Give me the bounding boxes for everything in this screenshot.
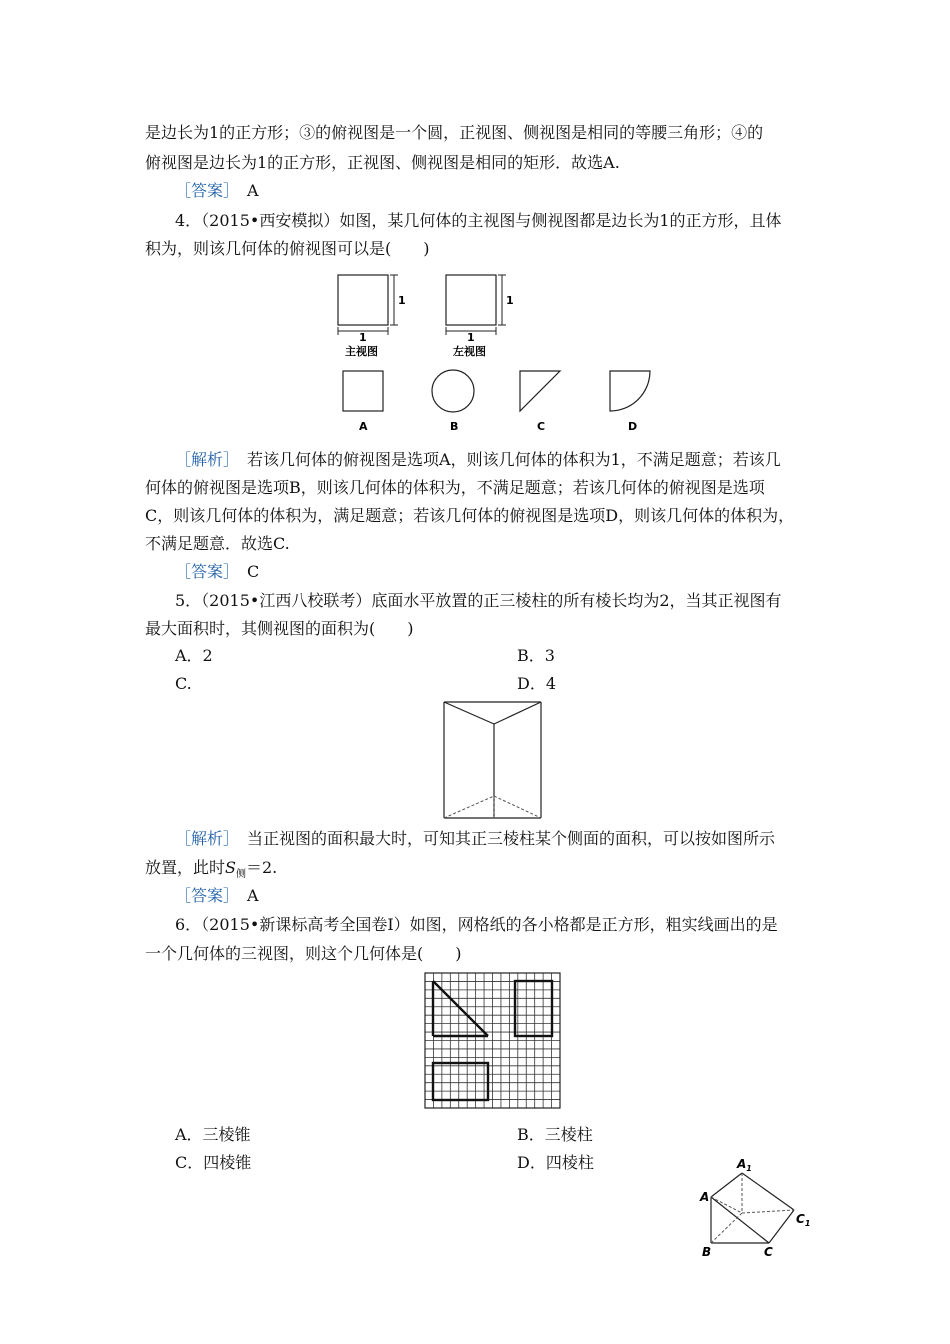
main-dim-horizontal-label: 1 <box>359 331 367 344</box>
q4-line-2: 积为，则该几何体的俯视图可以是( ) <box>145 239 430 258</box>
label-c1: $C_1$ <box>796 1212 811 1228</box>
answer-tag: ［答案］ <box>175 181 232 200</box>
q6-option-d: D．四棱柱 <box>517 1153 594 1172</box>
q6-option-a: A．三棱锥 <box>175 1125 251 1144</box>
label-a1: $A_1$ <box>737 1157 752 1173</box>
q4-solution-line-2: 何体的俯视图是选项B，则该几何体的体积为，不满足题意；若该几何体的俯视图是选项 <box>145 478 765 497</box>
answer-tag: ［答案］ <box>175 562 232 581</box>
option-a-label: A <box>359 420 368 433</box>
q5-option-c: C. <box>175 674 192 693</box>
option-b-label: B <box>450 420 459 433</box>
label-c: C <box>764 1245 773 1259</box>
side-dim-horizontal-label: 1 <box>467 331 475 344</box>
q5-option-b: B．3 <box>517 646 555 665</box>
intro-line-2: 俯视图是边长为1的正方形，正视图、侧视图是相同的矩形．故选A. <box>145 153 620 172</box>
q4-solution-line-3: C，则该几何体的体积为，满足题意；若该几何体的俯视图是选项D，则该几何体的体积为， <box>145 506 795 525</box>
option-c-label: C <box>537 420 546 433</box>
option-d-label: D <box>628 420 638 433</box>
q5-option-d: D．4 <box>517 674 557 693</box>
q6-option-c: C．四棱锥 <box>175 1153 252 1172</box>
main-dim-vertical-label: 1 <box>398 294 406 307</box>
side-view-label: 左视图 <box>453 345 486 358</box>
label-b: B <box>702 1245 712 1259</box>
intro-line-1: 是边长为1的正方形；③的俯视图是一个圆，正视图、侧视图是相同的等腰三角形；④的 <box>145 123 764 142</box>
q6-line-1: 6．（2015•新课标高考全国卷Ⅰ）如图，网格纸的各小格都是正方形，粗实线画出的是 <box>175 915 778 934</box>
label-a: A <box>700 1190 710 1204</box>
q5-solution-line-1: ［解析］ 当正视图的面积最大时，可知其正三棱柱某个侧面的面积，可以按如图所示 <box>175 829 776 848</box>
q6-option-b: B．三棱柱 <box>517 1125 593 1144</box>
q4-solution-line-4: 不满足题意．故选C. <box>145 534 290 553</box>
q5-line-1: 5．（2015•江西八校联考）底面水平放置的正三棱柱的所有棱长均为2，当其正视图有 <box>175 591 782 610</box>
q5-option-a: A．2 <box>175 646 213 665</box>
answer-value: A <box>247 181 259 200</box>
q5-line-2: 最大面积时，其侧视图的面积为( ) <box>145 619 414 638</box>
q4-line-1: 4．（2015•西安模拟）如图，某几何体的主视图与侧视图都是边长为1的正方形，且体 <box>175 211 782 230</box>
q4-solution-line-1: ［解析］ 若该几何体的俯视图是选项A，则该几何体的体积为1，不满足题意；若该几 <box>175 450 781 469</box>
answer-value: C <box>247 562 260 581</box>
answer-value: A <box>247 886 259 905</box>
q5-solution-line-2: 放置，此时$S_侧=2$. <box>145 858 278 881</box>
q6-line-2: 一个几何体的三视图，则这个几何体是( ) <box>145 944 462 963</box>
solution-tag: ［解析］ <box>175 450 232 469</box>
answer-tag: ［答案］ <box>175 886 232 905</box>
side-dim-vertical-label: 1 <box>506 294 514 307</box>
solution-tag: ［解析］ <box>175 829 232 848</box>
main-view-label: 主视图 <box>345 345 378 358</box>
